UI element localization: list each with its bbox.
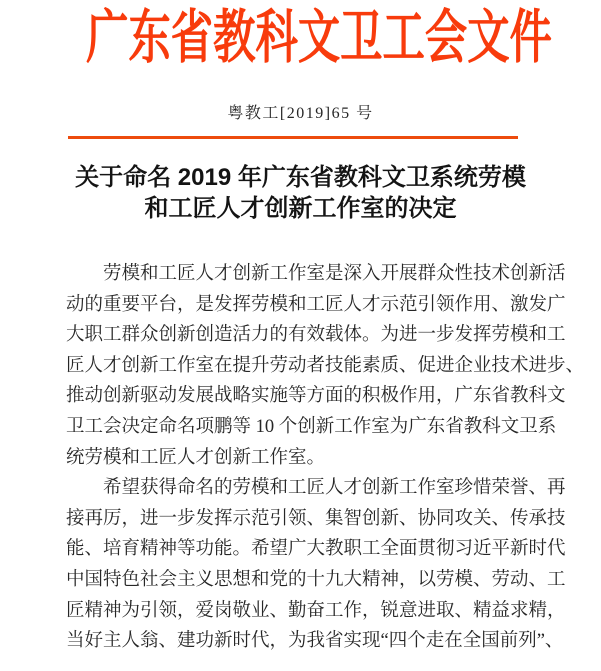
document-body bbox=[66, 259, 585, 657]
doc-title-line-2: 和工匠人才创新工作室的决定 bbox=[144, 195, 457, 222]
body-line: 希望获得命名的劳模和工匠人才创新工作室珍惜荣誉、再 bbox=[103, 478, 566, 499]
body-line: 匠精神为引领，爱岗敬业、勤奋工作，锐意进取、精益求精， bbox=[66, 600, 566, 621]
doc-number: 粤教工[2019]65 号 bbox=[227, 105, 374, 122]
body-line: 劳模和工匠人才创新工作室是深入开展群众性技术创新活 bbox=[103, 264, 566, 284]
body-line: 中国特色社会主义思想和党的十九大精神，以劳模、劳动、工 bbox=[66, 569, 566, 590]
body-line: 推动创新驱动发展战略实施等方面的积极作用，广东省教科文 bbox=[66, 386, 566, 407]
body-line: 大职工群众创新创造活力的有效载体。为进一步发挥劳模和工 bbox=[66, 325, 566, 346]
doc-title bbox=[0, 162, 601, 224]
red-divider-rule bbox=[68, 136, 518, 139]
body-line: 接再厉，进一步发挥示范引领、集智创新、协同攻关、传承技 bbox=[66, 508, 566, 529]
body-line: 当好主人翁、建功新时代，为我省实现“四个走在全国前列”、 bbox=[66, 631, 564, 652]
document-masthead bbox=[0, 6, 601, 70]
paragraph-1 bbox=[66, 259, 585, 473]
paragraph-2 bbox=[66, 473, 566, 657]
body-line: 匠人才创新工作室在提升劳动者技能素质、促进企业技术进步、 bbox=[66, 355, 585, 376]
doc-title-line-1: 关于命名 2019 年广东省教科文卫系统劳模 bbox=[75, 164, 526, 191]
body-line: 卫工会决定命名项鹏等 10 个创新工作室为广东省教科文卫系 bbox=[66, 416, 557, 437]
body-line: 动的重要平台，是发挥劳模和工匠人才示范引领作用、激发广 bbox=[66, 294, 566, 315]
body-line: 统劳模和工匠人才创新工作室。 bbox=[66, 447, 326, 468]
body-line: 能、培育精神等功能。希望广大教职工全面贯彻习近平新时代 bbox=[66, 539, 566, 560]
org-title: 广东省教科文卫工会文件 bbox=[86, 5, 552, 70]
